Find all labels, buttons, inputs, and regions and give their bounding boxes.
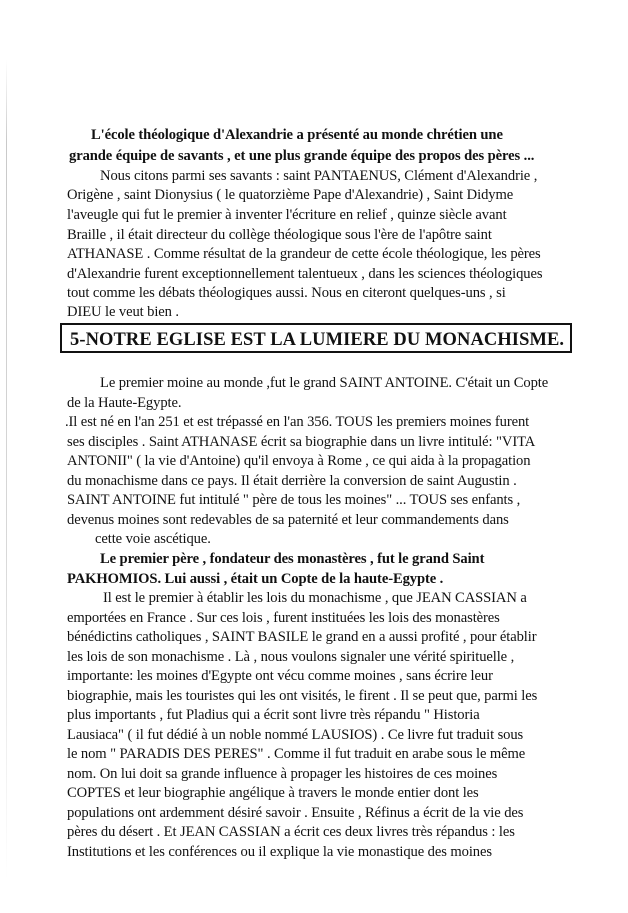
intro-line: l'aveugle qui fut le premier à inventer l'écriture en relief , quinze siècle avant (67, 207, 507, 223)
body-line: les lois de son monachisme . Là , nous voulons signaler une vérité spirituelle , (67, 649, 515, 665)
body-line: bénédictins catholiques , SAINT BASILE le grand en a aussi profité , pour établir (67, 629, 537, 645)
body-line: emportées en France . Sur ces lois , furent instituées les lois des monastères (67, 610, 500, 626)
body-line: ANTONII" ( la vie d'Antoine) qu'il envoya à Rome , ce qui aida à la propagation (67, 453, 531, 469)
intro-line: d'Alexandrie furent exceptionnellement talentueux , dans les sciences théologiques (67, 266, 543, 282)
intro-bold-line: grande équipe de savants , et une plus grande équipe des propos des pères ... (69, 148, 535, 164)
body-line: plus importants , fut Pladius qui a écrit sont livre très répandu " Historia (67, 707, 480, 723)
bold-line: Le premier père , fondateur des monastères , fut le grand Saint (100, 551, 485, 567)
intro-line: DIEU le veut bien . (67, 304, 179, 320)
intro-line: Origène , saint Dionysius ( le quatorzième Pape d'Alexandrie) , Saint Didyme (67, 187, 514, 203)
intro-line: Nous citons parmi ses savants : saint PANTAENUS, Clément d'Alexandrie , (100, 168, 538, 184)
body-line: ses disciples . Saint ATHANASE écrit sa biographie dans un livre intitulé: "VITA (67, 434, 536, 450)
intro-line: ATHANASE . Comme résultat de la grandeur de cette école théologique, les pères (67, 246, 541, 262)
body-line: nom. On lui doit sa grande influence à propager les histoires de ces moines (67, 766, 498, 782)
body-line: Lausiaca" ( il fut dédié à un noble nommé LAUSIOS) . Ce livre fut traduit sous (67, 727, 524, 743)
body-line: pères du désert . Et JEAN CASSIAN a écrit ces deux livres très répandus : les (67, 824, 515, 840)
intro-line: tout comme les débats théologiques aussi. Nous en citeront quelques-uns , si (67, 285, 506, 301)
body-line: importante: les moines d'Egypte ont vécu comme moines , sans écrire leur (67, 668, 493, 684)
body-line: Il est le premier à établir les lois du monachisme , que JEAN CASSIAN a (103, 590, 527, 606)
body-line: cette voie ascétique. (95, 531, 211, 547)
section-title: 5-NOTRE EGLISE EST LA LUMIERE DU MONACHISME. (70, 329, 565, 350)
body-line: biographie, mais les touristes qui les ont visités, le firent . Il se peut que, parmi les (67, 688, 538, 704)
body-line: devenus moines sont redevables de sa paternité et leur commandements dans (67, 512, 509, 528)
scan-left-edge (6, 60, 7, 880)
body-line: Le premier moine au monde ,fut le grand SAINT ANTOINE. C'était un Copte (100, 375, 549, 391)
section-title-box (60, 323, 572, 353)
body-line: du monachisme dans ce pays. Il était derrière la conversion de saint Augustin . (67, 473, 517, 489)
body-line: COPTES et leur biographie angélique à travers le monde entier dont les (67, 785, 479, 801)
body-line: le nom " PARADIS DES PERES" . Comme il fut traduit en arabe sous le même (67, 746, 526, 762)
body-line: SAINT ANTOINE fut intitulé " père de tous les moines" ... TOUS ses enfants , (67, 492, 521, 508)
body-line: .Il est né en l'an 251 et est trépassé en l'an 356. TOUS les premiers moines furent (65, 414, 530, 430)
intro-bold-line: L'école théologique d'Alexandrie a présenté au monde chrétien une (91, 127, 503, 143)
body-line: Institutions et les conférences ou il explique la vie monastique des moines (67, 844, 492, 860)
body-line: populations ont ardemment désiré savoir . Ensuite , Réfinus a écrit de la vie des (67, 805, 524, 821)
bold-line: PAKHOMIOS. Lui aussi , était un Copte de la haute-Egypte . (67, 571, 444, 587)
body-line: de la Haute-Egypte. (67, 395, 182, 411)
intro-line: Braille , il était directeur du collège théologique sous l'ère de l'apôtre saint (67, 227, 492, 243)
